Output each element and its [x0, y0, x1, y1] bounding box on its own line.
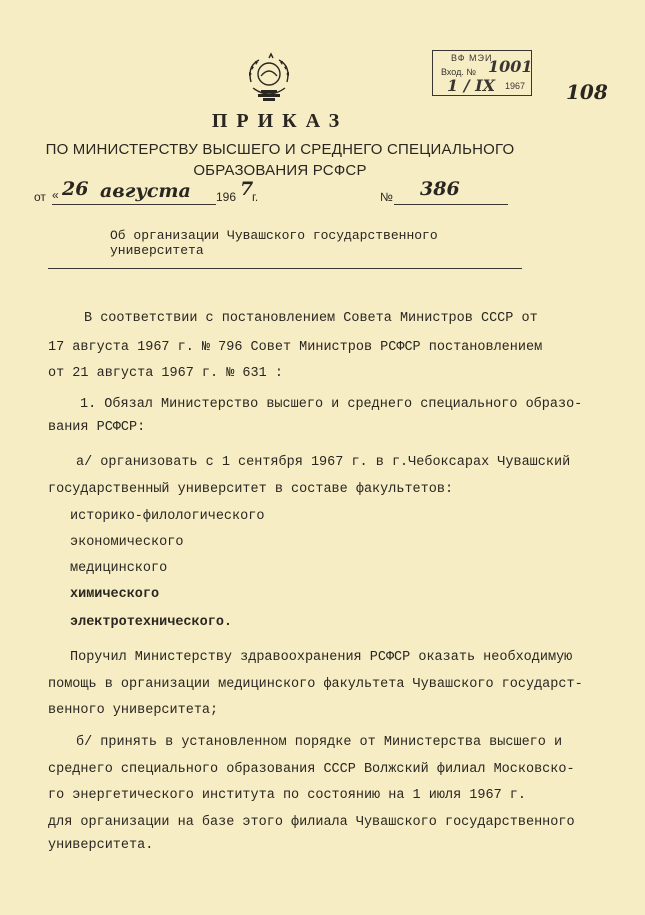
body-line: В соответствии с постановлением Совета Министров СССР от: [84, 311, 538, 326]
state-emblem-icon: [243, 52, 295, 102]
body-line: 17 августа 1967 г. № 796 Совет Министров РСФСР постановлением: [48, 340, 543, 355]
order-number-label: №: [380, 190, 393, 204]
issuing-ministry: [30, 139, 530, 181]
body-line: венного университета;: [48, 703, 219, 718]
order-subject: [110, 228, 510, 258]
body-line: а/ организовать с 1 сентября 1967 г. в г.Чебоксарах Чувашский: [76, 455, 571, 470]
stamp-number: 1001: [488, 57, 533, 76]
body-line: от 21 августа 1967 г. № 631 :: [48, 366, 283, 381]
order-month: августа: [100, 180, 191, 202]
order-day: 26: [62, 178, 89, 200]
subtitle-line: ПО МИНИСТЕРСТВУ ВЫСШЕГО И СРЕДНЕГО СПЕЦИАЛЬНОГО: [45, 141, 515, 158]
body-line: б/ принять в установленном порядке от Министерства высшего и: [76, 735, 563, 750]
order-year-suffix: 7: [240, 178, 254, 200]
body-line: университета.: [48, 838, 154, 853]
stamp-date: 1 / IX: [447, 76, 496, 95]
stamp-year: 1967: [505, 81, 526, 91]
subject-line: Об организации Чувашского государственного: [110, 228, 438, 243]
body-line: среднего специального образования СССР Волжский филиал Московско-: [48, 762, 575, 777]
date-prefix: от: [34, 190, 46, 204]
subtitle-line: ОБРАЗОВАНИЯ РСФСР: [193, 162, 367, 179]
order-date-line: [0, 176, 645, 206]
body-line: го энергетического института по состоянию на 1 июля 1967 г.: [48, 788, 526, 803]
order-year-prefix: 196: [216, 190, 237, 204]
body-line: для организации на базе этого филиала Чувашского государственного: [48, 815, 575, 830]
body-line: 1. Обязал Министерство высшего и среднего специального образо-: [80, 397, 583, 412]
stamp-title: ВФ МЭИ: [451, 53, 493, 63]
body-line: Поручил Министерству здравоохранения РСФСР оказать необходимую: [70, 650, 573, 665]
date-underline: [52, 204, 216, 205]
stamp-incoming-label: Вход. №: [441, 67, 477, 77]
order-number: 386: [420, 178, 460, 200]
faculty-item: медицинского: [70, 561, 168, 576]
registration-stamp: [432, 50, 532, 96]
body-line: помощь в организации медицинского факультета Чувашского государст-: [48, 677, 583, 692]
body-line: вания РСФСР:: [48, 420, 146, 435]
faculty-item: экономического: [70, 535, 184, 550]
margin-handwritten-number: 108: [566, 80, 608, 104]
date-quote: «: [52, 188, 59, 202]
document-title: ПРИКАЗ: [211, 110, 349, 132]
faculty-item: историко-филологического: [70, 509, 265, 524]
subject-line: университета: [110, 243, 204, 258]
subject-divider: [48, 268, 522, 269]
number-underline: [394, 204, 508, 205]
body-line: государственный университет в составе факультетов:: [48, 482, 454, 497]
order-year-unit: г.: [252, 190, 259, 204]
faculty-item: химического: [70, 587, 160, 602]
faculty-item: электротехнического.: [70, 615, 233, 630]
